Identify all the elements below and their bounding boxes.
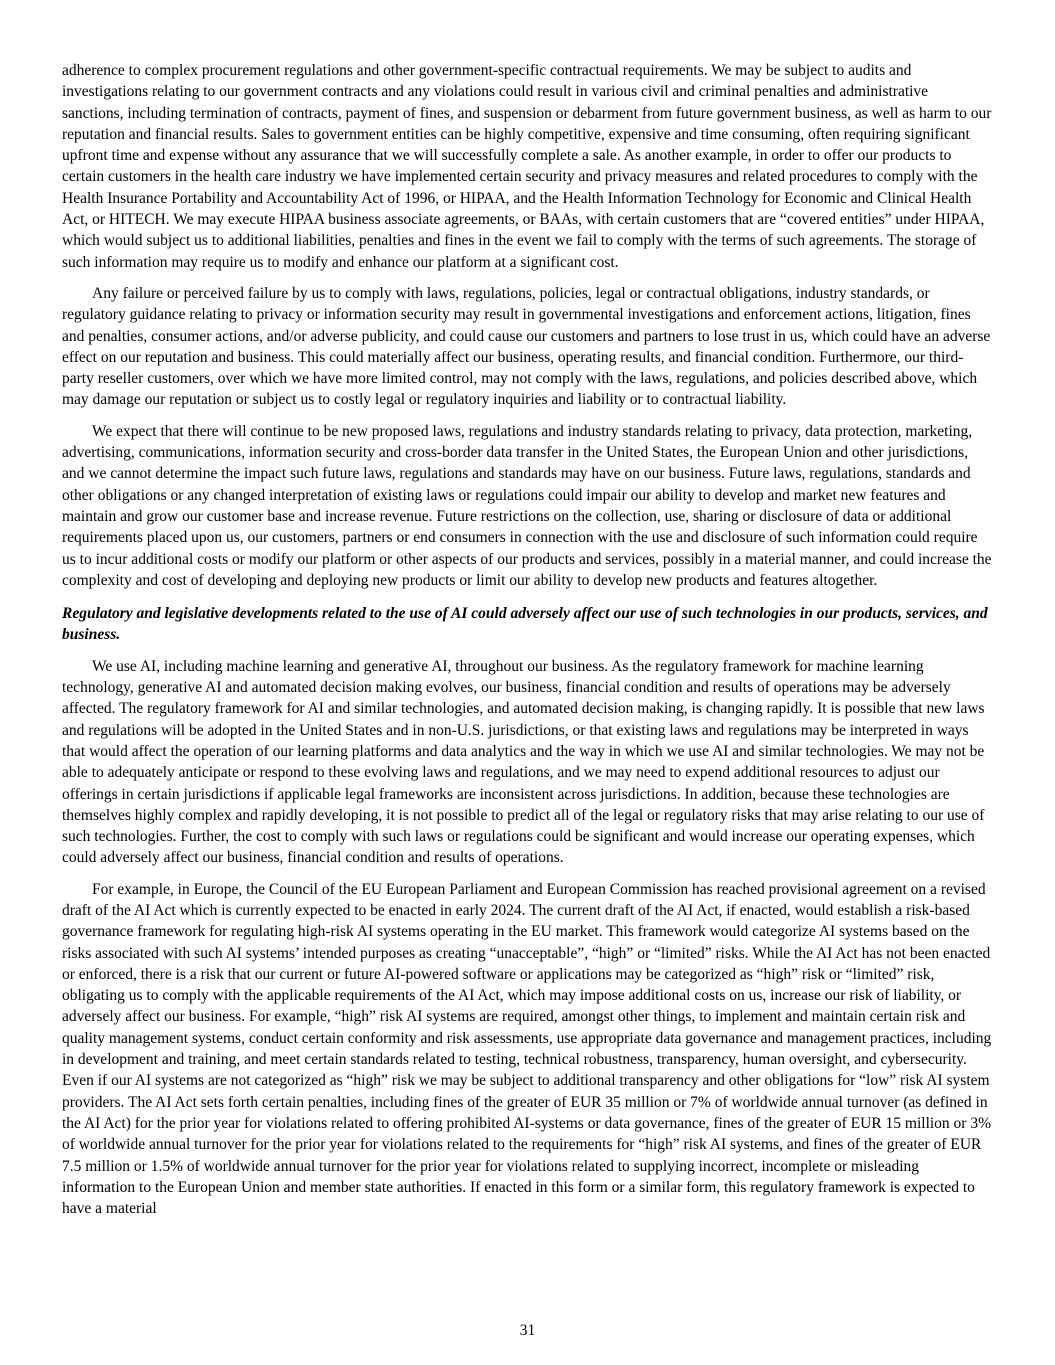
section-heading-ai-regulation: Regulatory and legislative developments related to the use of AI could adversely affect our use of such technologies in our products, services, and business. [62, 605, 988, 644]
paragraph-eu-ai-act: For example, in Europe, the Council of the EU European Parliament and European Commission has reached provisional agreement on a revised draft of the AI Act which is currently expected to be enacted in early 2024. The current draft of the AI Act, if enacted, would establish a risk-based governance framework for regulating high-risk AI systems operating in the EU market. This framework would categorize AI systems based on the risks associated with such AI systems’ intended purposes as creating “unacceptable”, “high” or “limited” risks. While the AI Act has not been enacted or enforced, there is a risk that our current or future AI-powered software or applications may be categorized as “high” risk or “limited” risk, obligating us to comply with the applicable requirements of the AI Act, which may impose additional costs on us, increase our risk of liability, or adversely affect our business. For example, “high” risk AI systems are required, amongst other things, to implement and maintain certain risk and quality management systems, conduct certain conformity and risk assessments, use appropriate data governance and management practices, including in development and training, and meet certain standards related to testing, technical robustness, transparency, human oversight, and cybersecurity. Even if our AI systems are not categorized as “high” risk we may be subject to additional transparency and other obligations for “low” risk AI system providers. The AI Act sets forth certain penalties, including fines of the greater of EUR 35 million or 7% of worldwide annual turnover (as defined in the AI Act) for the prior year for violations related to offering prohibited AI-systems or data governance, fines of the greater of EUR 15 million or 3% of worldwide annual turnover for the prior year for violations related to the requirements for “high” risk AI systems, and fines of the greater of EUR 7.5 million or 1.5% of worldwide annual turnover for the prior year for violations related to supplying incorrect, incomplete or misleading information to the European Union and member state authorities. If enacted in this form or a similar form, this regulatory framework is expected to have a material [62, 880, 992, 1218]
paragraph-compliance-failure: Any failure or perceived failure by us to comply with laws, regulations, policies, legal or contractual obligations, industry standards, or regulatory guidance relating to privacy or information security may result in governmental investigations and enforcement actions, litigation, fines and penalties, consumer actions, and/or adverse publicity, and could cause our customers and partners to lose trust in us, which could have an adverse effect on our reputation and business. This could materially affect our business, operating results, and financial condition. Furthermore, our third-party reseller customers, over which we have more limited control, may not comply with the laws, regulations, and policies described above, which may damage our reputation or subject us to costly legal or regulatory inquiries and liability or to contractual liability. [62, 284, 991, 409]
paragraph-government-contracts: adherence to complex procurement regulations and other government-specific contractual requirements. We may be subject to audits and investigations relating to our government contracts and any violations could result in various civil and criminal penalties and administrative sanctions, including termination of contracts, payment of fines, and suspension or debarment from future government business, as well as harm to our reputation and financial results. Sales to government entities can be highly competitive, expensive and time consuming, often requiring significant upfront time and expense without any assurance that we will successfully complete a sale. As another example, in order to offer our products to certain customers in the health care industry we have implemented certain security and privacy measures and related procedures to comply with the Health Insurance Portability and Accountability Act of 1996, or HIPAA, and the Health Information Technology for Economic and Clinical Health Act, or HITECH. We may execute HIPAA business associate agreements, or BAAs, with certain customers that are “covered entities” under HIPAA, which would subject us to additional liabilities, penalties and fines in the event we fail to comply with the terms of such agreements. The storage of such information may require us to modify and enhance our platform at a significant cost. [62, 62, 992, 271]
paragraph-future-laws: We expect that there will continue to be new proposed laws, regulations and industry standards relating to privacy, data protection, marketing, advertising, communications, information security and cross-border data transfer in the United States, the European Union and other jurisdictions, and we cannot determine the impact such future laws, regulations and standards may have on our business. Future laws, regulations, standards and other obligations or any changed interpretation of existing laws or regulations could impair our ability to develop and market new features and maintain and grow our customer base and increase revenue. Future restrictions on the collection, use, sharing or disclosure of data or additional requirements placed upon us, our customers, partners or end consumers in connection with the use and disclosure of such information could require us to incur additional costs or modify our platform or other aspects of our products and services, possibly in a material manner, and could increase the complexity and cost of developing and deploying new products or limit our ability to develop new products and features altogether. [62, 422, 992, 589]
page-number: 31 [519, 1321, 536, 1339]
paragraph-ai-usage: We use AI, including machine learning and generative AI, throughout our business. As the regulatory framework for machine learning technology, generative AI and automated decision making evolves, our business, financial condition and results of operations may be adversely affected. The regulatory framework for AI and similar technologies, and automated decision making, is changing rapidly. It is possible that new laws and regulations will be adopted in the United States and in non-U.S. jurisdictions, or that existing laws and regulations may be interpreted in ways that would affect the operation of our learning platforms and data analytics and the way in which we use AI and similar technologies. We may not be able to adequately anticipate or respond to these evolving laws and regulations, and we may need to expend additional resources to adjust our offerings in certain jurisdictions if applicable legal frameworks are inconsistent across jurisdictions. In addition, because these technologies are themselves highly complex and rapidly developing, it is not possible to predict all of the legal or regulatory risks that may arise relating to our use of such technologies. Further, the cost to comply with such laws or regulations could be significant and would increase our operating expenses, which could adversely affect our business, financial condition and results of operations. [62, 657, 985, 867]
